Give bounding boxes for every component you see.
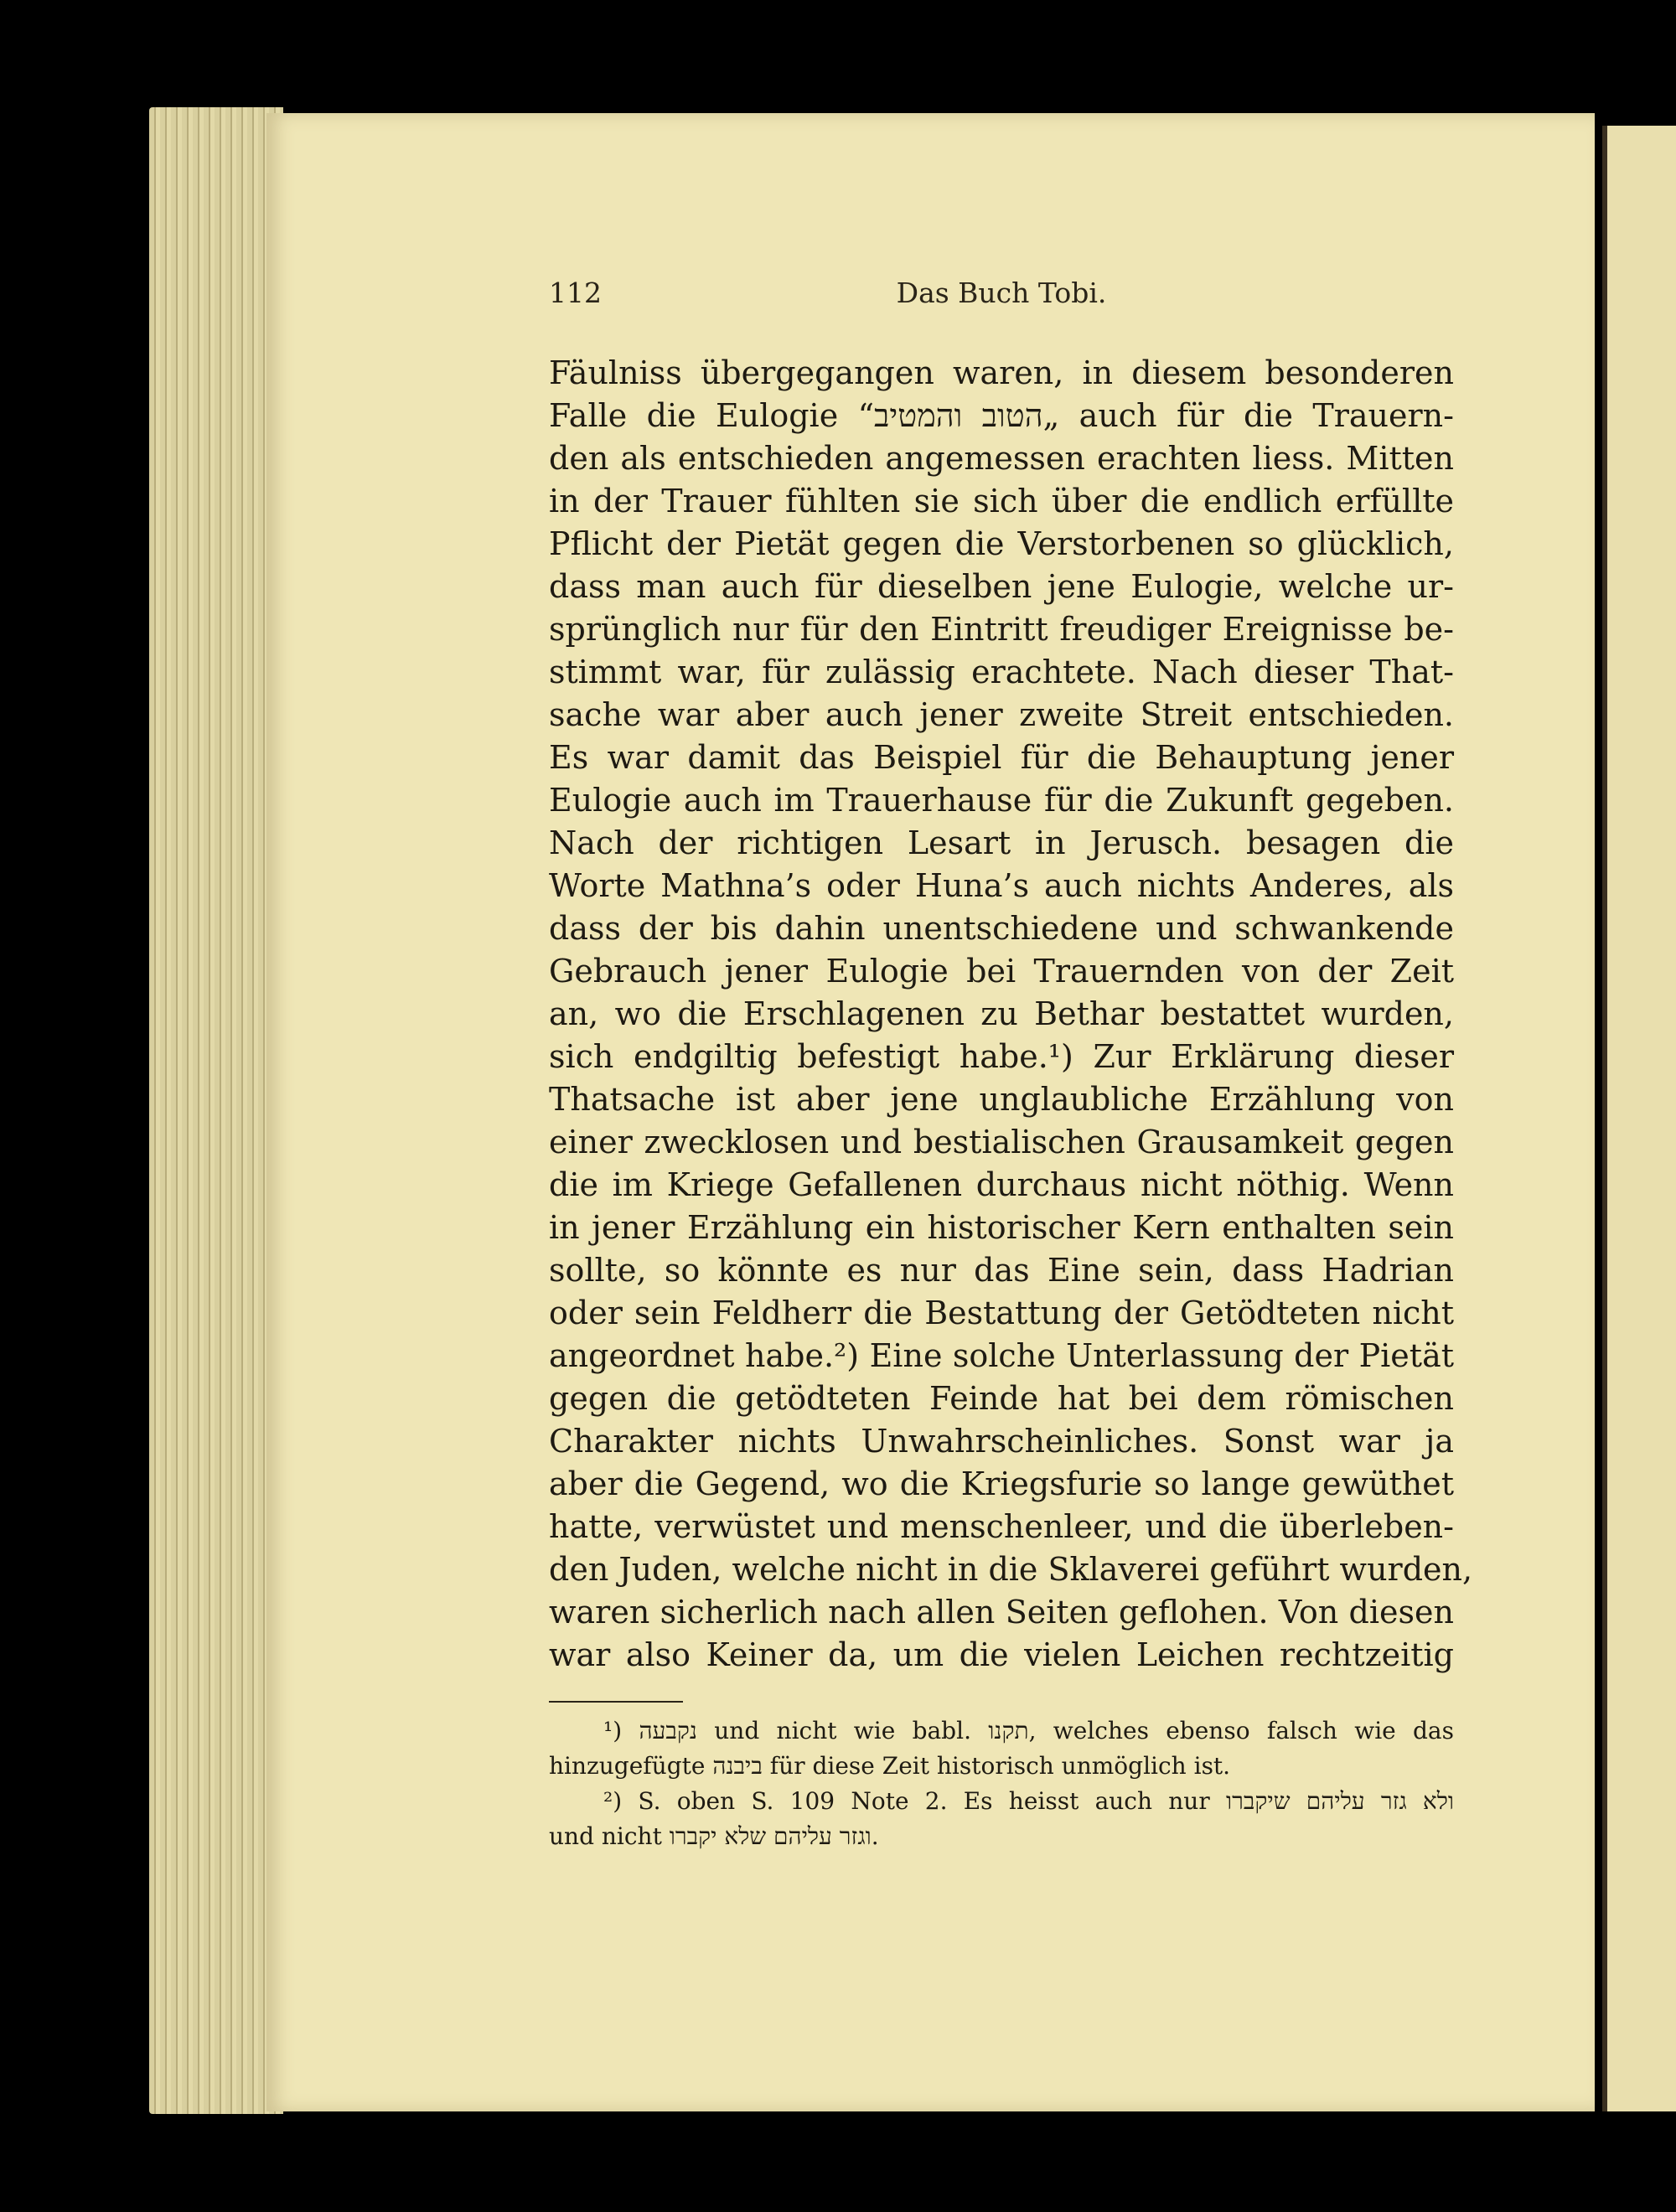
text-line: gegen die getödteten Feinde hat bei dem römischen [549,1380,1454,1417]
text-line: oder sein Feldherr die Bestattung der Getödteten nicht [549,1295,1454,1331]
text-line: in der Trauer fühlten sie sich über die endlich erfüllte [549,483,1454,519]
text-line: an, wo die Erschlagenen zu Bethar bestattet wurden, [549,995,1454,1032]
running-title: Das Buch Tobi. [896,276,1107,309]
text-line: sollte, so könnte es nur das Eine sein, dass Hadrian [549,1252,1454,1289]
body-text [549,352,1473,1677]
text-line: Eulogie auch im Trauerhause für die Zukunft gegeben. [549,782,1454,819]
footnotes [549,1713,1454,1854]
text-line: Fäulniss übergegangen waren, in diesem besonderen [549,354,1454,391]
running-header [549,276,1454,318]
text-line: Es war damit das Beispiel für die Behauptung jener [549,739,1454,776]
text-line: aber die Gegend, wo die Kriegsfurie so lange gewüthet [549,1465,1454,1502]
text-line: war also Keiner da, um die vielen Leichen rechtzeitig [549,1636,1454,1673]
text-line: Gebrauch jener Eulogie bei Trauernden von der Zeit [549,953,1454,990]
text-line: Nach der richtigen Lesart in Jerusch. besagen die [549,824,1454,861]
footnote-line: und nicht וגזר עליהם שלא יקברו. [549,1822,879,1850]
text-line: hatte, verwüstet und menschenleer, und die überleben- [549,1508,1454,1545]
text-line: in jener Erzählung ein historischer Kern enthalten sein [549,1209,1454,1246]
text-line: den als entschieden angemessen erachten liess. Mitten [549,440,1454,477]
text-line: den Juden, welche nicht in die Sklaverei geführt wurden, [549,1551,1473,1588]
text-line: sprünglich nur für den Eintritt freudiger Ereignisse be- [549,611,1454,648]
text-line: sache war aber auch jener zweite Streit entschieden. [549,696,1454,733]
page-number: 112 [549,276,602,309]
text-line: Falle die Eulogie “הטוב והמטיב„ auch für die Trauern- [549,397,1454,434]
text-line: Pflicht der Pietät gegen die Verstorbenen so glücklich, [549,525,1454,562]
text-line: Charakter nichts Unwahrscheinliches. Sonst war ja [549,1423,1454,1460]
text-line: dass man auch für dieselben jene Eulogie, welche ur- [549,568,1454,605]
text-line: einer zwecklosen und bestialischen Grausamkeit gegen [549,1124,1454,1160]
footnote-rule [549,1701,683,1703]
footnote-line: ¹) נקבעה und nicht wie babl. תקנו, welches ebenso falsch wie das [603,1717,1454,1744]
text-line: Worte Mathna’s oder Huna’s auch nichts Anderes, als [549,867,1454,904]
page-edges-stack [149,107,283,2114]
text-line: dass der bis dahin unentschiedene und schwankende [549,910,1454,947]
footnote-line: ²) S. oben S. 109 Note 2. Es heisst auch nur ולא גזר עליהם שיקברו [603,1787,1454,1815]
text-line: angeordnet habe.²) Eine solche Unterlassung der Pietät [549,1337,1454,1374]
text-line: sich endgiltig befestigt habe.¹) Zur Erklärung dieser [549,1038,1454,1075]
facing-page-edge [1602,126,1676,2111]
text-line: Thatsache ist aber jene unglaubliche Erzählung von [549,1081,1454,1118]
text-line: waren sicherlich nach allen Seiten geflohen. Von diesen [549,1594,1454,1631]
footnote-line: hinzugefügte ביבנה für diese Zeit historisch unmöglich ist. [549,1752,1231,1780]
text-line: die im Kriege Gefallenen durchaus nicht nöthig. Wenn [549,1166,1454,1203]
text-line: stimmt war, für zulässig erachtete. Nach dieser That- [549,654,1454,690]
